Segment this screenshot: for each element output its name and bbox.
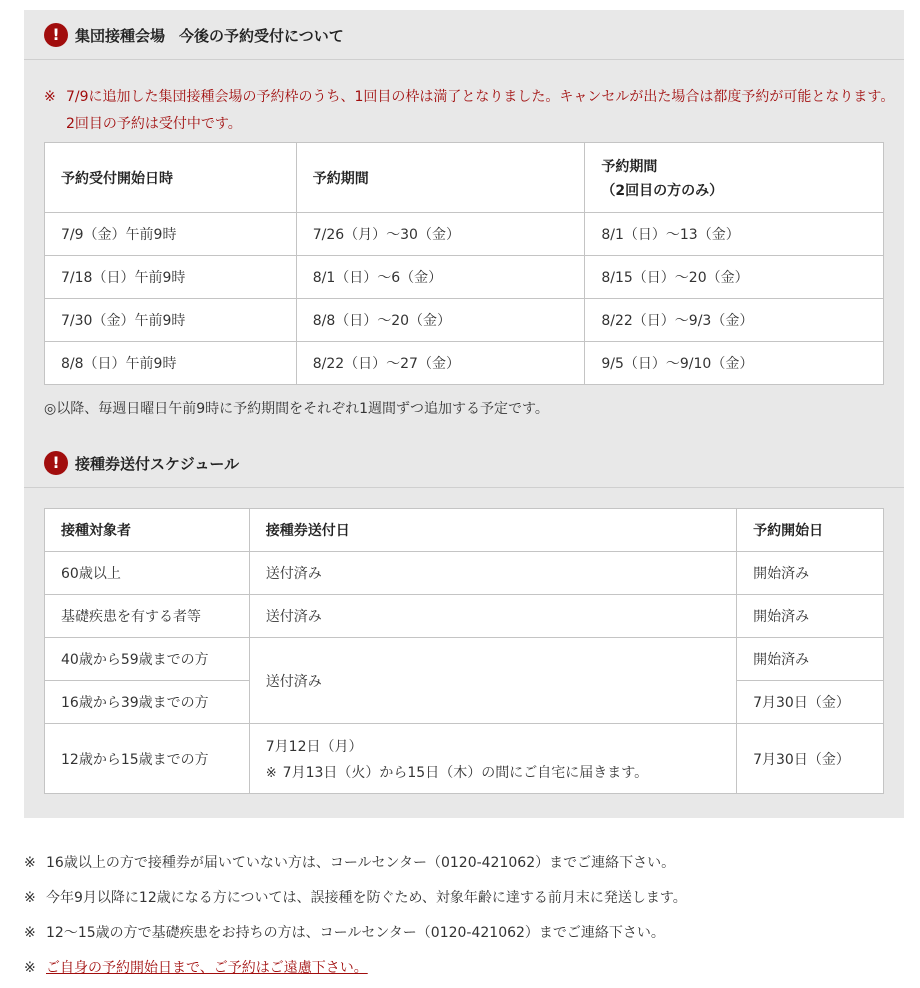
col-header-period2-sub: （2回目の方のみ） [601,182,724,199]
table-cell: 7月30日（金） [737,724,884,794]
table-cell: 7/9（金）午前9時 [45,213,297,256]
footnote-item [24,846,904,881]
table-cell: 8/22（日）～9/3（金） [585,299,884,342]
footnote-item [24,951,904,986]
footnote-mark: ※ [24,925,36,941]
reservation-notice [44,84,901,138]
table-row [45,638,884,681]
col-header-start: 予約受付開始日時 [45,143,297,213]
footnote-mark: ※ [24,855,36,871]
table-cell: 7/30（金）午前9時 [45,299,297,342]
footnote-text: 今年9月以降に12歳になる方については、誤接種を防ぐため、対象年齢に達する前月末に発送します。 [46,890,687,906]
footnote-mark: ※ [24,960,36,976]
table-header-row [45,509,884,552]
table-row [45,595,884,638]
table-cell: 送付済み [249,595,736,638]
col-header-send-date: 接種券送付日 [249,509,736,552]
footnote-mark: ※ [24,890,36,906]
table-header-row [45,143,884,213]
table-cell: 9/5（日）～9/10（金） [585,342,884,385]
table-row [45,552,884,595]
table-cell: 40歳から59歳までの方 [45,638,250,681]
table-cell: 60歳以上 [45,552,250,595]
weekly-add-note: ◎以降、毎週日曜日午前9時に予約期間をそれぞれ1週間ずつ追加する予定です。 [44,401,549,417]
section1-title-b: 今後の予約受付について [179,27,344,45]
col-header-booking-start: 予約開始日 [737,509,884,552]
footnote-text: 12～15歳の方で基礎疾患をお持ちの方は、コールセンター（0120-421062）までご連絡下さい。 [46,925,665,941]
table-cell: 7月30日（金） [737,681,884,724]
section2-title: 接種券送付スケジュール [75,455,240,473]
table-cell: 8/8（日）～20（金） [296,299,585,342]
footnote-text: 16歳以上の方で接種券が届いていない方は、コールセンター（0120-421062）までご連絡下さい。 [46,855,676,871]
table-cell: 開始済み [737,552,884,595]
notice-mark: ※ [44,89,56,105]
delivery-note-text: 7月13日（火）から15日（木）の間にご自宅に届きます。 [282,764,649,781]
table-row [45,213,884,256]
section1-title-a: 集団接種会場 [75,27,166,45]
table-cell [249,724,736,794]
col-header-period2 [585,143,884,213]
send-date: 7月12日（月） [265,738,363,755]
footnote-item [24,916,904,951]
notice-text: 7/9に追加した集団接種会場の予約枠のうち、1回目の枠は満了となりました。キャンセルが出た場合は都度予約が可能となります。2回目の予約は受付中です。 [66,89,895,132]
table-cell-merged: 送付済み [249,638,736,724]
alert-icon: ! [44,23,68,47]
voucher-schedule-table [44,508,884,794]
table-cell: 7/26（月）～30（金） [296,213,585,256]
table-cell: 8/22（日）～27（金） [296,342,585,385]
table-cell: 12歳から15歳までの方 [45,724,250,794]
delivery-note-mark: ※ [265,765,277,781]
info-panel [24,10,904,818]
col-header-period2-main: 予約期間 [601,158,658,175]
section1-title [75,25,344,46]
table-cell: 8/15（日）～20（金） [585,256,884,299]
delivery-note [266,762,720,782]
table-row [45,256,884,299]
table-cell: 開始済み [737,638,884,681]
table-cell: 7/18（日）午前9時 [45,256,297,299]
table-cell: 8/1（日）～6（金） [296,256,585,299]
table-row [45,342,884,385]
col-header-target: 接種対象者 [45,509,250,552]
footnotes [24,846,904,986]
table-cell: 16歳から39歳までの方 [45,681,250,724]
table-cell: 8/1（日）～13（金） [585,213,884,256]
col-header-period: 予約期間 [296,143,585,213]
reservation-table [44,142,884,385]
section1-header [24,10,904,60]
table-cell: 送付済み [249,552,736,595]
table-row [45,724,884,794]
footnote-item [24,881,904,916]
alert-icon: ! [44,451,68,475]
section2-header [24,438,904,488]
table-cell: 8/8（日）午前9時 [45,342,297,385]
table-row [45,299,884,342]
table-cell: 基礎疾患を有する者等 [45,595,250,638]
table-cell: 開始済み [737,595,884,638]
booking-caution-link[interactable]: ご自身の予約開始日まで、ご予約はご遠慮下さい。 [46,960,368,976]
